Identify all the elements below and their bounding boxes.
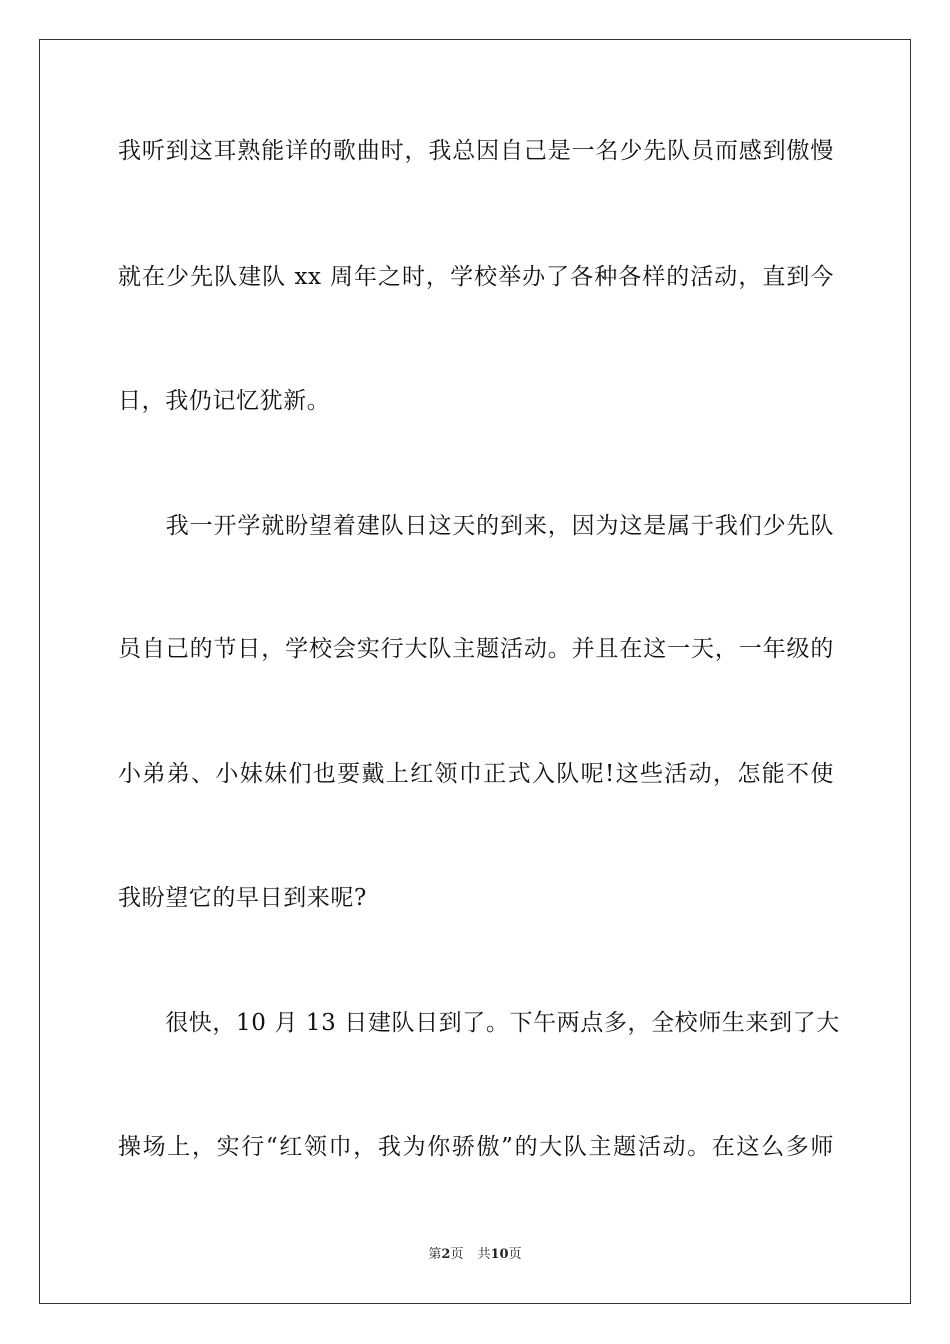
footer-total-suffix: 页: [508, 1247, 522, 1262]
body-line-3: 日，我仍记忆犹新。: [118, 388, 331, 414]
body-line-7: 我盼望它的早日到来呢?: [118, 885, 367, 911]
footer-page-prefix: 第: [428, 1247, 442, 1262]
page-border: [39, 39, 911, 1304]
body-line-1: 我听到这耳熟能详的歌曲时，我总因自己是一名少先队员而感到傲慢: [118, 138, 834, 164]
body-line-8: 很快，10 月 13 日建队日到了。下午两点多，全校师生来到了大: [118, 1010, 840, 1036]
body-line-6: 小弟弟、小妹妹们也要戴上红领巾正式入队呢!这些活动，怎能不使: [118, 761, 834, 787]
footer-total-pages: 10: [490, 1247, 509, 1262]
body-line-2: 就在少先队建队 xx 周年之时，学校举办了各种各样的活动，直到今: [118, 264, 834, 290]
page-footer: [0, 1246, 950, 1264]
body-line-9: 操场上，实行“红领巾，我为你骄傲”的大队主题活动。在这么多师: [118, 1134, 834, 1160]
body-line-4: 我一开学就盼望着建队日这天的到来，因为这是属于我们少先队: [118, 513, 834, 539]
footer-total-prefix: 共: [477, 1247, 491, 1262]
body-line-5: 员自己的节日，学校会实行大队主题活动。并且在这一天，一年级的: [118, 636, 834, 662]
footer-page-number: 2: [441, 1247, 451, 1262]
footer-page-suffix: 页: [450, 1247, 464, 1262]
